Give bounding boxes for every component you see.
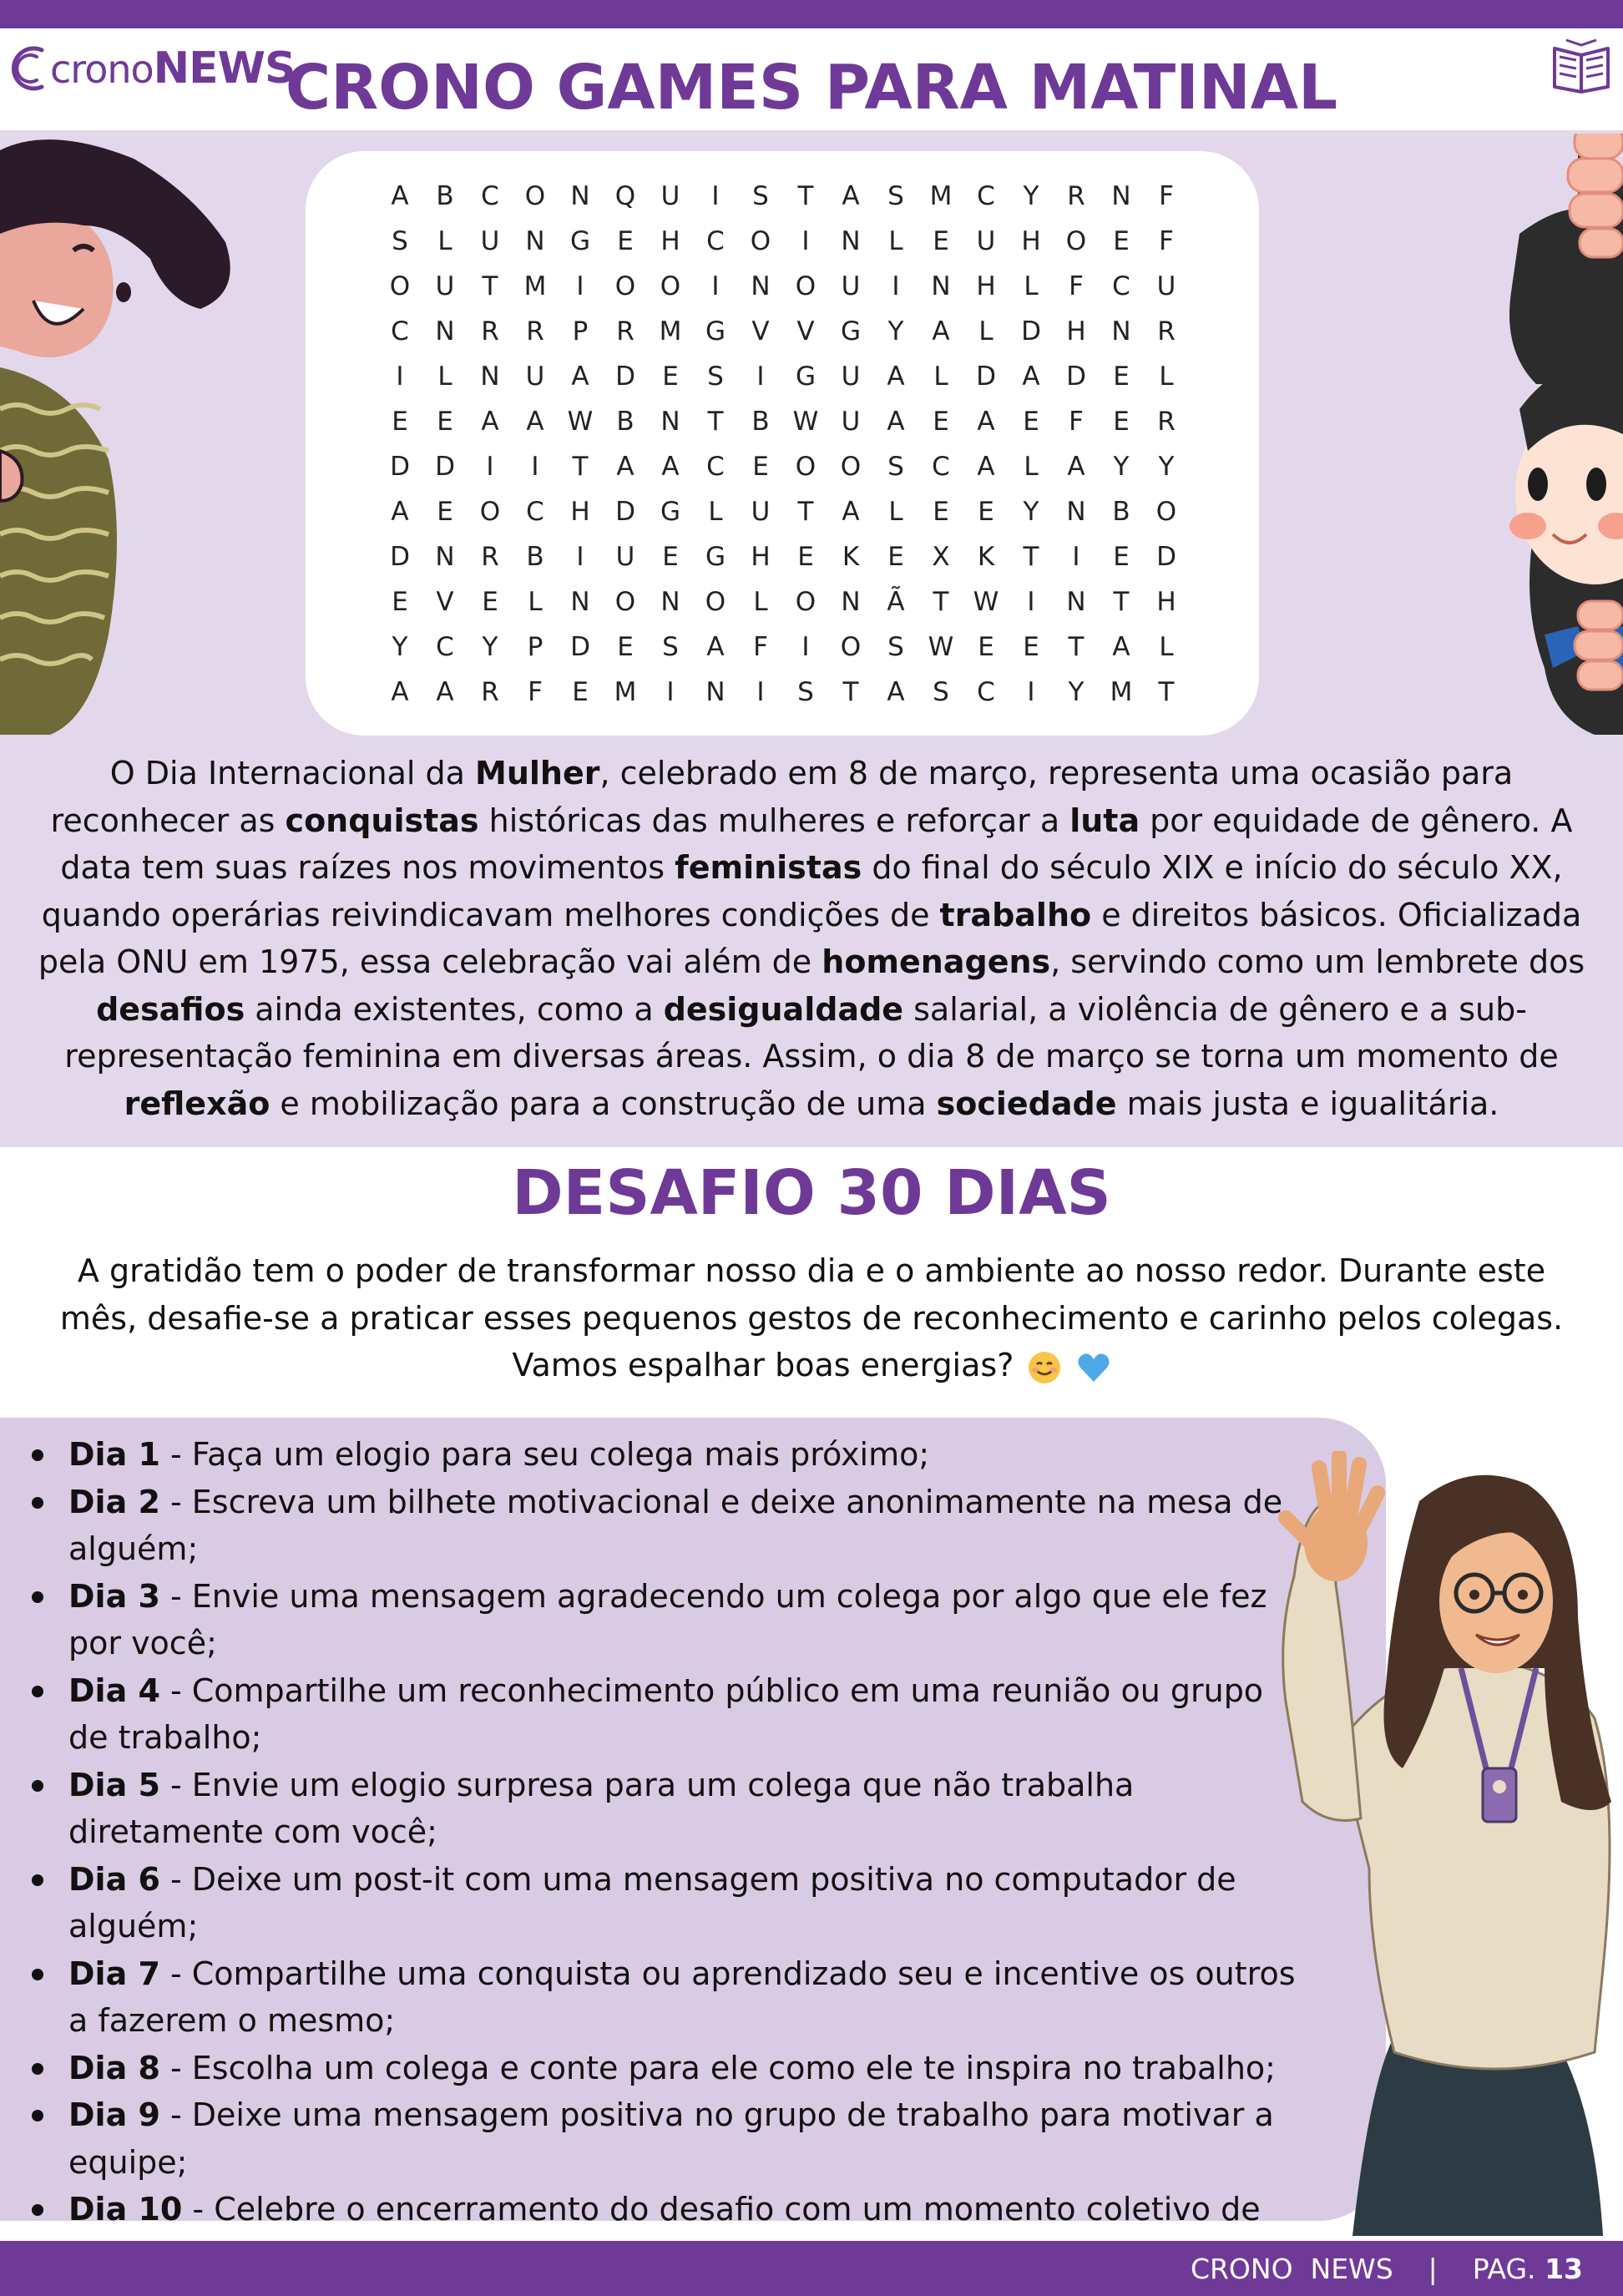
word-search-letter[interactable]: E [752,452,769,482]
day-text: - Compartilhe um reconhecimento público em uma reunião ou grupo de trabalho; [68,1671,1264,1756]
word-search-letter[interactable]: R [1157,407,1176,437]
challenge-day-list [0,1431,1302,2280]
word-search-letter[interactable]: A [977,407,995,437]
paragraph-text: históricas das mulheres e reforçar a [478,802,1070,839]
word-search-letter[interactable]: E [933,497,949,527]
word-search-letter[interactable]: D [435,452,455,482]
day-label: Dia 1 [68,1436,160,1473]
word-search-letter[interactable]: T [482,271,498,301]
word-search-letter[interactable]: E [1113,542,1130,572]
highlighted-keyword: Mulher [475,755,600,791]
highlighted-keyword: conquistas [285,802,479,839]
word-search-letter[interactable]: O [750,226,771,256]
word-search-letter[interactable]: I [892,271,900,301]
word-search-letter[interactable]: N [480,362,500,392]
word-search-grid[interactable] [377,174,1189,715]
word-search-letter[interactable]: E [1113,226,1130,256]
word-search-letter[interactable]: R [1157,316,1176,346]
word-search-letter[interactable]: D [390,542,410,572]
word-search-letter[interactable]: O [795,587,817,617]
word-search-letter[interactable]: A [887,407,905,437]
day-label: Dia 7 [68,1955,160,1992]
word-search-letter[interactable]: Y [1068,677,1085,707]
challenge-day-item [0,1856,1302,1950]
word-search-letter[interactable]: L [1159,632,1174,662]
day-text: - Celebre o encerramento do desafio com um momento coletivo de [192,2191,1261,2228]
word-search-letter[interactable]: T [707,407,724,437]
word-search-letter[interactable]: E [617,632,634,662]
word-search-letter[interactable]: N [931,271,951,301]
word-search-letter[interactable]: S [887,632,904,662]
word-search-letter[interactable]: E [437,407,453,437]
paragraph-text: ainda existentes, como a [245,990,664,1028]
word-search-letter[interactable]: O [795,452,817,482]
word-search-letter[interactable]: L [708,497,723,527]
word-search-letter[interactable]: L [888,497,903,527]
word-search-letter[interactable]: E [662,362,679,392]
word-search-letter[interactable]: W [928,632,954,662]
paragraph-text: por equidade de gênero. A data tem suas raízes nos movimentos [60,802,1573,886]
paragraph-text: e direitos básicos. Oficializada pela ONU em 1975, essa celebração vai além de [38,896,1582,980]
word-search-letter[interactable]: O [840,632,862,662]
word-search-letter[interactable]: E [572,677,589,707]
word-search-letter[interactable]: S [797,677,814,707]
word-search-letter[interactable]: E [933,407,949,437]
word-search-letter[interactable]: D [615,497,635,527]
word-search-letter[interactable]: U [615,542,635,572]
word-search-letter[interactable]: A [481,407,499,437]
footer-bar [0,2241,1623,2296]
word-search-letter[interactable]: S [887,452,904,482]
word-search-letter[interactable]: S [752,181,769,211]
word-search-letter[interactable]: U [841,362,861,392]
word-search-letter[interactable]: O [1065,226,1087,256]
word-search-letter[interactable]: S [392,226,408,256]
day-label: Dia 10 [68,2191,183,2228]
paragraph-text: , servindo como um lembrete dos [1050,943,1585,980]
footer-brand: CRONO NEWS [1190,2253,1393,2285]
word-search-letter[interactable]: L [437,226,453,256]
highlighted-keyword: sociedade [936,1085,1117,1122]
word-search-letter[interactable]: E [392,407,408,437]
word-search-letter[interactable]: F [1159,226,1174,256]
word-search-letter[interactable]: G [660,497,681,527]
word-search-letter[interactable]: R [481,542,499,572]
word-search-letter[interactable]: V [796,316,815,346]
word-search-letter[interactable]: S [662,632,679,662]
word-search-letter[interactable]: N [660,407,680,437]
word-search-letter[interactable]: U [751,497,771,527]
word-search-letter[interactable]: A [571,362,589,392]
word-search-letter[interactable]: U [1156,271,1176,301]
footer-separator: | [1428,2253,1438,2285]
word-search-letter[interactable]: Y [392,632,408,662]
word-search-letter[interactable]: P [572,316,589,346]
day-label: Dia 6 [68,1860,160,1898]
word-search-letter[interactable]: N [751,271,771,301]
word-search-letter[interactable]: N [841,587,861,617]
word-search-letter[interactable]: S [933,677,949,707]
challenge-day-item [0,2091,1302,2186]
word-search-letter[interactable]: S [887,181,904,211]
peeking-boy-illustration [0,134,250,735]
word-search-letter[interactable]: A [887,362,905,392]
word-search-letter[interactable]: D [615,362,635,392]
word-search-letter[interactable]: Y [482,632,498,662]
word-search-letter[interactable]: A [1022,362,1040,392]
word-search-letter[interactable]: E [662,542,679,572]
word-search-letter[interactable]: M [614,677,637,707]
word-search-letter[interactable]: O [705,587,726,617]
top-accent-bar [0,0,1623,28]
word-search-letter[interactable]: E [437,497,453,527]
word-search-letter[interactable]: T [1113,587,1130,617]
word-search-letter[interactable]: A [661,452,680,482]
word-search-letter[interactable]: T [842,677,859,707]
paragraph-text: , celebrado em 8 de março, representa uma ocasião para reconhecer as [50,755,1514,839]
word-search-letter[interactable]: E [1023,407,1039,437]
page-title: CRONO GAMES PARA MATINAL [285,52,1338,124]
word-search-letter[interactable]: O [614,271,636,301]
word-search-letter[interactable]: T [1068,632,1085,662]
word-search-letter[interactable]: C [932,452,950,482]
word-search-letter[interactable]: K [977,542,995,572]
word-search-letter[interactable]: M [929,181,953,211]
word-search-letter[interactable]: N [1111,181,1131,211]
word-search-letter[interactable]: N [525,226,545,256]
challenge-day-item [0,1573,1302,1667]
word-search-letter[interactable]: V [436,587,454,617]
word-search-letter[interactable]: A [526,407,544,437]
day-text: - Envie um elogio surpresa para um colega que não trabalha diretamente com você; [68,1766,1135,1850]
word-search-letter[interactable]: C [436,632,454,662]
open-book-icon [1550,37,1613,95]
word-search-letter[interactable]: I [801,632,810,662]
page-number: 13 [1545,2253,1583,2285]
word-search-letter[interactable]: I [801,226,810,256]
word-search-letter[interactable]: U [841,407,861,437]
word-search-letter[interactable]: M [659,316,682,346]
word-search-letter[interactable]: I [576,542,584,572]
day-text: - Escolha um colega e conte para ele como ele te inspira no trabalho; [159,2049,1276,2086]
smiling-face-emoji-icon [1027,1350,1062,1385]
day-text: - Compartilhe uma conquista ou aprendizado seu e incentive os outros a fazerem o mesmo; [68,1955,1296,2039]
word-search-letter[interactable]: E [392,587,408,617]
challenge-day-item [0,1762,1302,1856]
word-search-letter[interactable]: L [753,587,768,617]
word-search-letter[interactable]: C [391,316,409,346]
word-search-letter[interactable]: I [756,362,765,392]
word-search-letter[interactable]: P [527,632,544,662]
word-search-letter[interactable]: Q [614,181,636,211]
day-text: - Deixe um post-it com uma mensagem positiva no computador de alguém; [68,1860,1236,1945]
word-search-letter[interactable]: H [570,497,590,527]
word-search-letter[interactable]: H [751,542,771,572]
word-search-letter[interactable]: F [528,677,543,707]
word-search-letter[interactable]: N [570,181,590,211]
word-search-letter[interactable]: U [660,181,680,211]
peeking-girl-illustration [1419,134,1623,735]
word-search-letter[interactable]: C [1112,271,1130,301]
challenge-intro-text: A gratidão tem o poder de transformar nosso dia e o ambiente ao nosso redor. Durante este mês, desafie-se a praticar esses pequenos gestos de reconhecimento e carinho pelos colegas. Vamos espalhar boas energias? [59,1252,1564,1383]
word-search-letter[interactable]: N [570,587,590,617]
footer-text [1191,2253,1583,2285]
word-search-letter[interactable]: A [1067,452,1085,482]
word-search-letter[interactable]: D [1021,316,1041,346]
word-search-letter[interactable]: V [751,316,770,346]
logo-word: crono [50,47,154,92]
word-search-letter[interactable]: R [1067,181,1085,211]
word-search-letter[interactable]: I [576,271,584,301]
day-label: Dia 2 [68,1483,160,1520]
highlighted-keyword: homenagens [822,943,1051,980]
highlighted-keyword: desafios [96,990,245,1028]
word-search-letter[interactable]: O [524,181,546,211]
word-search-letter[interactable]: H [976,271,996,301]
footer-page-label: PAG. [1472,2253,1536,2285]
word-search-letter[interactable]: E [887,542,904,572]
word-search-letter[interactable]: L [888,226,903,256]
word-search-letter[interactable]: N [841,226,861,256]
word-search-letter[interactable]: E [617,226,634,256]
word-search-letter[interactable]: H [660,226,680,256]
challenge-day-item [0,1950,1302,2045]
word-search-letter[interactable]: A [932,316,950,346]
word-search-letter[interactable]: L [437,362,453,392]
word-search-letter[interactable]: A [977,452,995,482]
word-search-letter[interactable]: I [396,362,404,392]
word-search-letter[interactable]: R [481,677,499,707]
word-search-letter[interactable]: I [1027,677,1035,707]
day-label: Dia 9 [68,2096,160,2133]
word-search-letter[interactable]: C [977,181,995,211]
word-search-letter[interactable]: Y [1023,181,1039,211]
paragraph-text: e mobilização para a construção de uma [270,1085,937,1122]
word-search-letter[interactable]: C [526,497,544,527]
word-search-letter[interactable]: O [795,271,817,301]
word-search-letter[interactable]: I [711,271,720,301]
day-text: - Faça um elogio para seu colega mais próximo; [159,1436,930,1473]
challenge-intro [50,1247,1573,1389]
word-search-letter[interactable]: I [531,452,539,482]
word-search-letter[interactable]: L [978,316,994,346]
highlighted-keyword: reflexão [124,1085,270,1122]
word-search-letter[interactable]: A [706,632,725,662]
day-text: - Escreva um bilhete motivacional e deixe anonimamente na mesa de alguém; [68,1483,1283,1567]
highlighted-keyword: luta [1069,802,1140,839]
word-search-letter[interactable]: E [1023,632,1039,662]
word-search-letter[interactable]: U [525,362,545,392]
word-search-letter[interactable]: U [435,271,455,301]
word-search-letter[interactable]: B [436,181,454,211]
challenge-day-item [0,2045,1302,2092]
highlighted-keyword: feministas [675,849,862,886]
logo-brand: NEWS [153,43,296,94]
word-search-letter[interactable]: U [841,271,861,301]
word-search-letter[interactable]: E [978,632,994,662]
day-text: - Deixe uma mensagem positiva no grupo de trabalho para motivar a equipe; [68,2096,1274,2181]
paragraph-text: mais justa e igualitária. [1116,1085,1499,1122]
day-label: Dia 8 [68,2049,160,2086]
word-search-letter[interactable]: E [797,542,814,572]
word-search-letter[interactable]: T [797,181,814,211]
word-search-letter[interactable]: F [1069,271,1084,301]
word-search-letter[interactable]: N [435,542,455,572]
word-search-letter[interactable]: E [482,587,498,617]
word-search-letter[interactable]: A [391,497,409,527]
paragraph-text: do final do século XIX e início do século XX, quando operárias reivindicavam melhores condições de [41,849,1563,933]
word-search-letter[interactable]: G [795,362,817,392]
word-search-letter[interactable]: O [1155,497,1177,527]
word-search-letter[interactable]: I [756,677,765,707]
word-search-letter[interactable]: T [797,497,814,527]
word-search-letter[interactable]: U [480,226,500,256]
waving-woman-illustration [1277,1451,1623,2246]
word-search-letter[interactable]: T [1023,542,1039,572]
word-search-letter[interactable]: G [569,226,591,256]
word-search-letter[interactable]: O [840,452,862,482]
word-search-letter[interactable]: O [614,587,636,617]
word-search-letter[interactable]: D [1156,542,1176,572]
word-search-letter[interactable]: E [1113,407,1130,437]
highlighted-keyword: desigualdade [663,990,904,1028]
word-search-letter[interactable]: I [486,452,494,482]
word-search-letter[interactable]: F [1159,181,1174,211]
word-search-letter[interactable]: A [391,181,409,211]
word-search-letter[interactable]: W [973,587,999,617]
word-search-letter[interactable]: I [711,181,720,211]
word-search-letter[interactable]: Ã [887,587,905,617]
word-search-letter[interactable]: L [528,587,543,617]
word-search-letter[interactable]: I [1072,542,1080,572]
word-search-letter[interactable]: G [705,542,726,572]
word-search-letter[interactable]: C [481,181,499,211]
word-search-letter[interactable]: U [976,226,996,256]
word-search-letter[interactable]: Y [1023,497,1039,527]
word-search-letter[interactable]: L [1024,452,1039,482]
day-label: Dia 5 [68,1766,160,1803]
word-search-letter[interactable]: N [1066,497,1086,527]
word-search-letter[interactable]: C [706,226,725,256]
word-search-letter[interactable]: E [978,497,994,527]
word-search-letter[interactable]: G [840,316,862,346]
word-search-letter[interactable]: T [933,587,949,617]
word-search-letter[interactable]: T [572,452,589,482]
word-search-letter[interactable]: N [705,677,726,707]
word-search-letter[interactable]: O [660,271,681,301]
word-search-letter[interactable]: H [1156,587,1176,617]
day-label: Dia 3 [68,1577,160,1615]
word-search-letter[interactable]: A [1112,632,1130,662]
word-search-letter[interactable]: Y [1158,452,1175,482]
word-search-letter[interactable]: I [1027,587,1035,617]
word-search-letter[interactable]: B [1112,497,1130,527]
word-search-letter[interactable]: A [842,181,860,211]
word-search-letter[interactable]: B [616,407,635,437]
paragraph-text: salarial, a violência de gênero e a sub-representação feminina em diversas áreas. Assim, o dia 8 de março se torna um momento de [64,990,1559,1075]
paragraph-text: O Dia Internacional da [109,755,476,791]
word-search-letter[interactable]: K [842,542,860,572]
word-search-letter[interactable]: A [391,677,409,707]
challenge-title: DESAFIO 30 DIAS [512,1157,1111,1229]
word-search-letter[interactable]: N [660,587,680,617]
word-search-letter[interactable]: A [616,452,635,482]
word-search-letter[interactable]: C [706,452,725,482]
word-search-letter[interactable]: C [977,677,995,707]
word-search-letter[interactable]: M [1110,677,1133,707]
word-search-letter[interactable]: N [435,316,455,346]
highlighted-keyword: trabalho [939,896,1092,933]
challenge-day-item [0,1479,1302,1573]
day-label: Dia 4 [68,1671,160,1709]
word-search-letter[interactable]: Y [1113,452,1130,482]
challenge-day-item [0,1431,1302,1479]
word-search-letter[interactable]: H [1066,316,1086,346]
word-search-letter[interactable]: O [389,271,411,301]
word-search-letter[interactable]: X [932,542,950,572]
word-search-letter[interactable]: O [479,497,501,527]
word-search-letter[interactable]: R [526,316,544,346]
challenge-day-item [0,1667,1302,1762]
word-search-letter[interactable]: G [705,316,726,346]
word-search-letter[interactable]: D [976,362,996,392]
word-search-letter[interactable]: H [1021,226,1041,256]
word-search-letter[interactable]: W [792,407,819,437]
word-search-letter[interactable]: W [567,407,594,437]
word-search-letter[interactable]: L [933,362,948,392]
word-search-letter[interactable]: I [666,677,675,707]
womens-day-paragraph [25,750,1598,1127]
word-search-letter[interactable]: F [753,632,768,662]
word-search-letter[interactable]: B [751,407,770,437]
word-search-letter[interactable]: L [1024,271,1039,301]
word-search-letter[interactable]: E [1113,362,1130,392]
word-search-letter[interactable]: T [1158,677,1175,707]
word-search-letter[interactable]: S [707,362,724,392]
blue-heart-emoji-icon [1076,1350,1111,1385]
word-search-letter[interactable]: F [1069,407,1084,437]
word-search-letter[interactable]: Y [887,316,904,346]
word-search-letter[interactable]: E [933,226,949,256]
word-search-letter[interactable]: A [842,497,860,527]
word-search-letter[interactable]: A [887,677,905,707]
word-search-letter[interactable]: R [616,316,635,346]
word-search-letter[interactable]: D [570,632,590,662]
word-search-letter[interactable]: M [523,271,547,301]
word-search-letter[interactable]: D [390,452,410,482]
word-search-letter[interactable]: D [1066,362,1086,392]
word-search-letter[interactable]: N [1111,316,1131,346]
word-search-letter[interactable]: N [1066,587,1086,617]
day-text: - Envie uma mensagem agradecendo um colega por algo que ele fez por você; [68,1577,1267,1661]
word-search-letter[interactable]: R [481,316,499,346]
word-search-letter[interactable]: L [1159,362,1174,392]
word-search-letter[interactable]: B [526,542,544,572]
word-search-letter[interactable]: A [436,677,454,707]
